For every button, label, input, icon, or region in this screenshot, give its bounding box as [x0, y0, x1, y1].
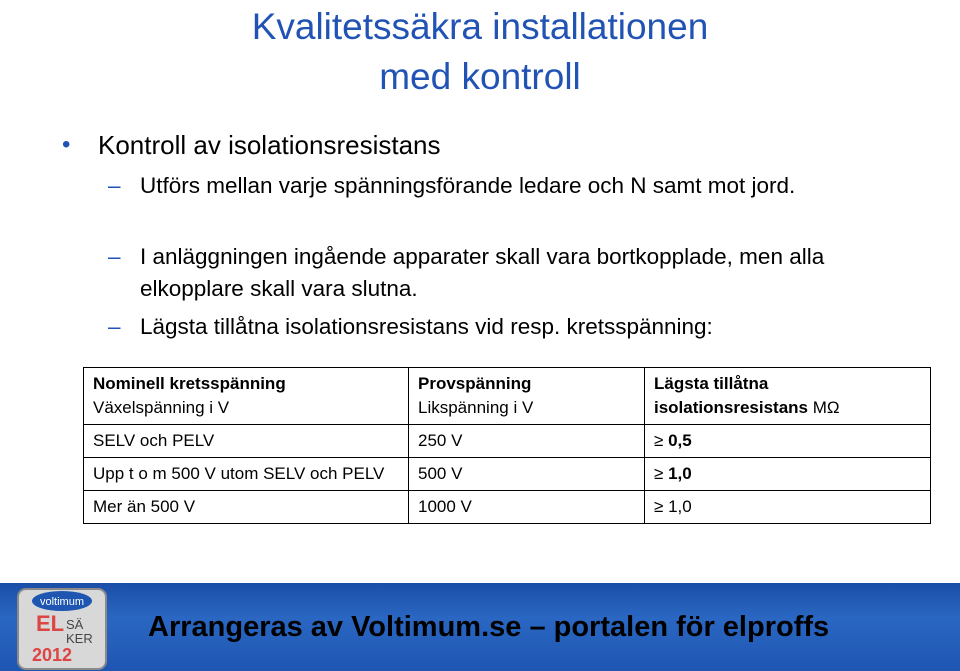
table-row [84, 491, 931, 524]
bullet-dot-icon: • [62, 131, 71, 158]
min-resistance-cell [645, 425, 931, 458]
min-value: 0,5 [668, 431, 692, 450]
header-cell [645, 368, 931, 425]
svg-text:voltimum: voltimum [39, 596, 85, 608]
voltage-cell: Upp t o m 500 V utom SELV och PELV [84, 458, 409, 491]
svg-text:EL: EL [36, 611, 65, 636]
sub-bullet-text: I anläggningen ingående apparater skall vara bortkopplade, men alla elkopplare skall vara slutna. [140, 244, 825, 301]
title-line-1: Kvalitetssäkra installationen [251, 6, 709, 47]
unit-label: MΩ [812, 398, 840, 417]
header-label: Lägsta tillåtna [654, 374, 769, 393]
dash-icon: – [108, 314, 121, 339]
header-cell [409, 368, 645, 425]
test-voltage-cell: 1000 V [409, 491, 645, 524]
table-header-row [84, 368, 931, 425]
header-label-line2 [654, 396, 921, 420]
min-value: 1,0 [668, 497, 692, 516]
svg-text:2012: 2012 [32, 645, 73, 665]
svg-text:SÄ: SÄ [66, 617, 84, 632]
header-cell [84, 368, 409, 425]
voltage-cell: Mer än 500 V [84, 491, 409, 524]
sub-bullet-text: Lägsta tillåtna isolationsresistans vid resp. kretsspänning: [140, 314, 713, 339]
dash-icon: – [108, 173, 121, 198]
title-line-2: med kontroll [379, 56, 581, 97]
dash-icon: – [108, 244, 121, 269]
resistance-table [83, 367, 931, 524]
voltage-cell: SELV och PELV [84, 425, 409, 458]
header-sublabel: Likspänning i V [418, 398, 534, 417]
table-row [84, 458, 931, 491]
test-voltage-cell: 500 V [409, 458, 645, 491]
ge-icon: ≥ [654, 431, 664, 450]
footer-banner [0, 583, 960, 671]
slide-title [0, 2, 960, 102]
header-label: isolationsresistans [654, 398, 809, 417]
sub-bullet-text: Utförs mellan varje spänningsförande ledare och N samt mot jord. [140, 173, 796, 198]
main-bullet-text: Kontroll av isolationsresistans [98, 130, 441, 160]
min-resistance-cell [645, 458, 931, 491]
ge-icon: ≥ [654, 464, 664, 483]
header-label: Provspänning [418, 374, 532, 393]
min-resistance-cell [645, 491, 931, 524]
elsakerhet-logo-icon [12, 583, 112, 671]
ge-icon: ≥ [654, 497, 664, 516]
svg-text:KER: KER [66, 631, 93, 646]
test-voltage-cell: 250 V [409, 425, 645, 458]
footer-slogan: Arrangeras av Voltimum.se – portalen för elproffs [148, 611, 830, 643]
header-sublabel: Växelspänning i V [93, 398, 230, 417]
min-value: 1,0 [668, 464, 692, 483]
header-label: Nominell kretsspänning [93, 374, 286, 393]
table-row [84, 425, 931, 458]
